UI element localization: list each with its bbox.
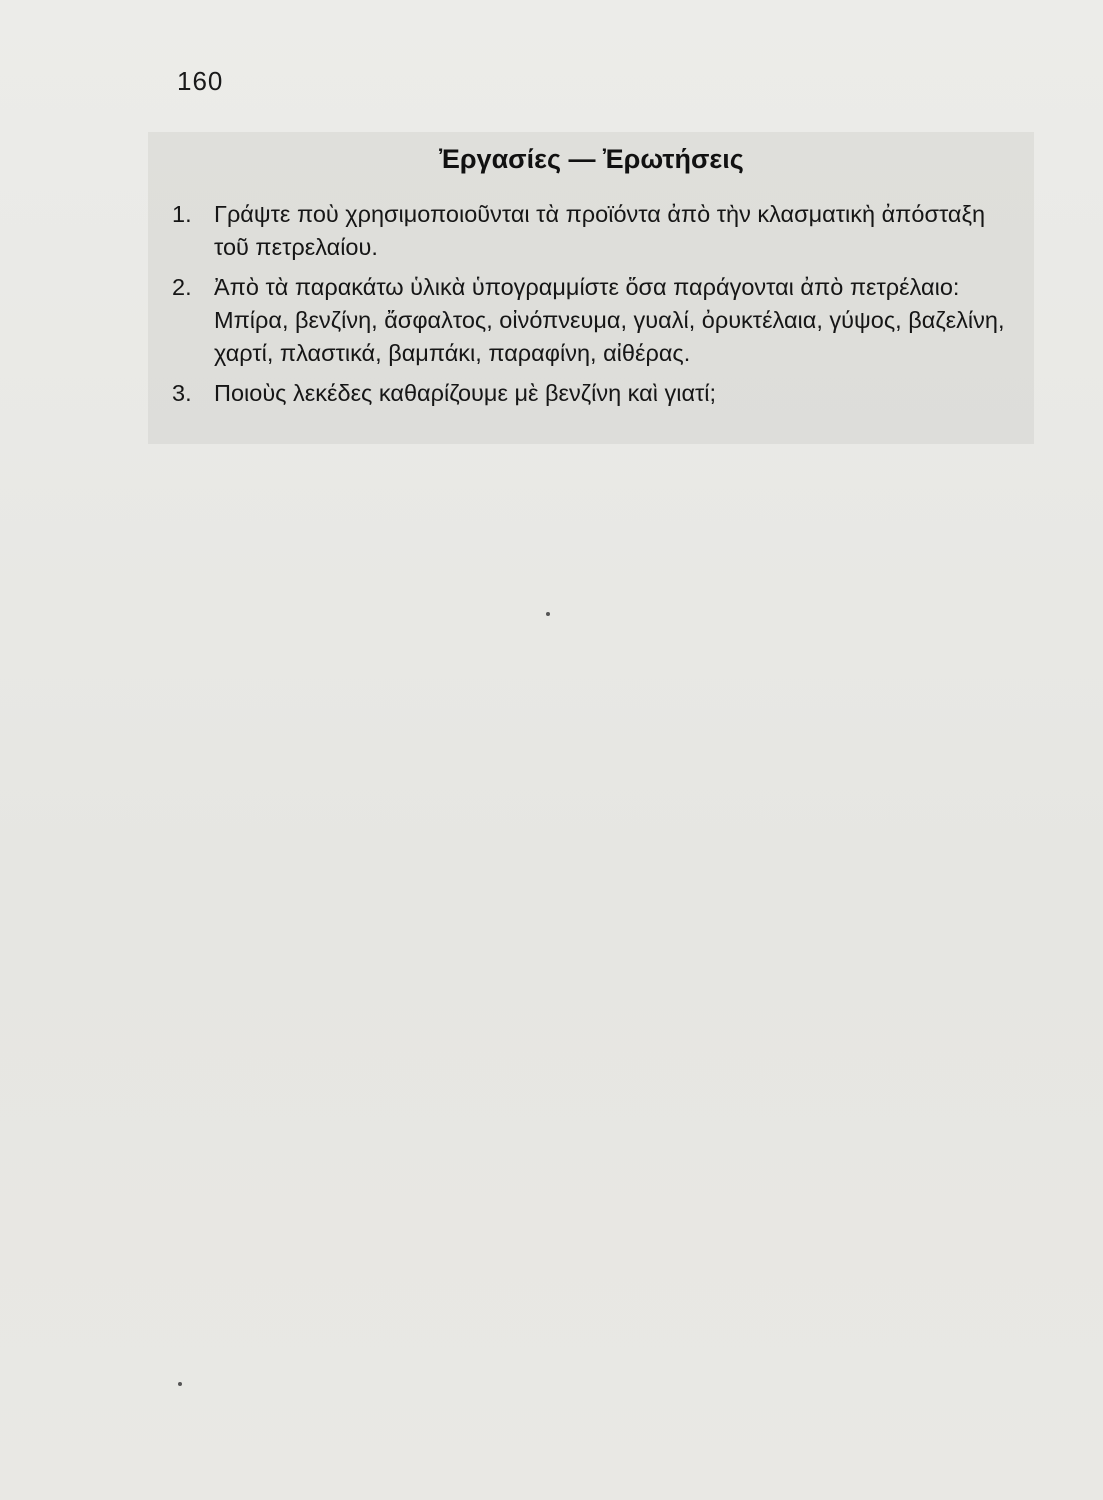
question-text: Ἀπὸ τὰ παρακάτω ὑλικὰ ὑπογραμμίστε ὅσα παράγονται ἀπὸ πετρέλαιο: Μπίρα, βενζίνη, ἄσφαλτος, οἰνόπνευμα, γυαλί, ὀρυκτέλαια, γύψος, βαζελίνη, χαρτί, πλαστικά, βαμπάκι, παραφίνη, αἰθέρας. — [214, 274, 1005, 366]
page-number: 160 — [177, 66, 224, 96]
section-heading: Ἐργασίες — Ἐρωτήσεις — [439, 144, 744, 174]
question-number: 2. — [172, 274, 192, 300]
question-number: 1. — [172, 201, 192, 227]
scan-speck — [178, 1382, 182, 1386]
question-number: 3. — [172, 380, 192, 406]
question-item — [172, 377, 1012, 410]
question-item — [172, 198, 1012, 264]
question-list — [172, 198, 1012, 417]
scan-speck — [546, 612, 550, 616]
question-text: Γράψτε ποὺ χρησιμοποιοῦνται τὰ προϊόντα ἀπὸ τὴν κλασματικὴ ἀπόσταξη τοῦ πετρελαίου. — [214, 201, 986, 260]
question-item — [172, 271, 1012, 370]
question-text: Ποιοὺς λεκέδες καθαρίζουμε μὲ βενζίνη καὶ γιατί; — [214, 380, 717, 406]
